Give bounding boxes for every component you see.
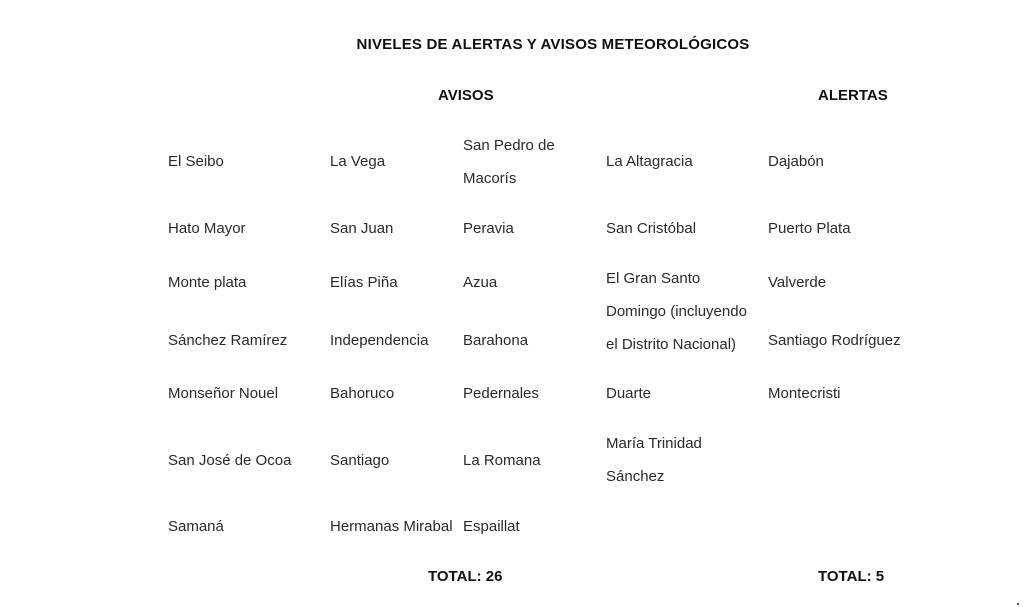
province-valverde: Valverde [768, 274, 827, 291]
province-pedernales: Pedernales [463, 385, 539, 402]
alertas-heading: ALERTAS [818, 87, 888, 104]
province-duarte: Duarte [606, 385, 652, 402]
province-barahona: Barahona [463, 332, 529, 349]
province-la-vega: La Vega [330, 153, 386, 170]
province-santiago: Santiago [330, 452, 390, 469]
province-line: San Pedro de [463, 137, 555, 154]
province-line: el Distrito Nacional) [606, 336, 737, 353]
province-san-pedro-de-macoris [463, 129, 555, 195]
province-independencia: Independencia [330, 332, 429, 349]
province-hato-mayor: Hato Mayor [168, 220, 246, 237]
province-san-cristobal: San Cristóbal [606, 220, 697, 237]
province-line: El Gran Santo [606, 270, 701, 287]
province-san-jose-de-ocoa: San José de Ocoa [168, 452, 292, 469]
province-line: Sánchez [606, 468, 665, 485]
page-title: NIVELES DE ALERTAS Y AVISOS METEOROLÓGICOS [356, 36, 750, 53]
province-samana: Samaná [168, 518, 224, 535]
province-gran-santo-domingo [606, 262, 747, 361]
alertas-total: TOTAL: 5 [818, 568, 885, 585]
province-peravia: Peravia [463, 220, 514, 237]
province-line: María Trinidad [606, 435, 702, 452]
province-monte-plata: Monte plata [168, 274, 247, 291]
avisos-total: TOTAL: 26 [428, 568, 503, 585]
province-line: Macorís [463, 170, 517, 187]
province-espaillat: Espaillat [463, 518, 520, 535]
province-santiago-rodriguez: Santiago Rodríguez [768, 332, 901, 349]
province-sanchez-ramirez: Sánchez Ramírez [168, 332, 288, 349]
province-dajabon: Dajabón [768, 153, 824, 170]
province-la-altagracia: La Altagracia [606, 153, 693, 170]
corner-dot [1017, 603, 1019, 605]
province-la-romana: La Romana [463, 452, 541, 469]
province-azua: Azua [463, 274, 498, 291]
province-maria-trinidad-sanchez [606, 427, 702, 493]
province-el-seibo: El Seibo [168, 153, 224, 170]
province-monsenor-nouel: Monseñor Nouel [168, 385, 279, 402]
province-line: Domingo (incluyendo [606, 303, 747, 320]
province-san-juan: San Juan [330, 220, 394, 237]
province-bahoruco: Bahoruco [330, 385, 395, 402]
province-puerto-plata: Puerto Plata [768, 220, 851, 237]
province-elias-pina: Elías Piña [330, 274, 398, 291]
province-montecristi: Montecristi [768, 385, 841, 402]
province-hermanas-mirabal: Hermanas Mirabal [330, 518, 453, 535]
avisos-heading: AVISOS [438, 87, 494, 104]
